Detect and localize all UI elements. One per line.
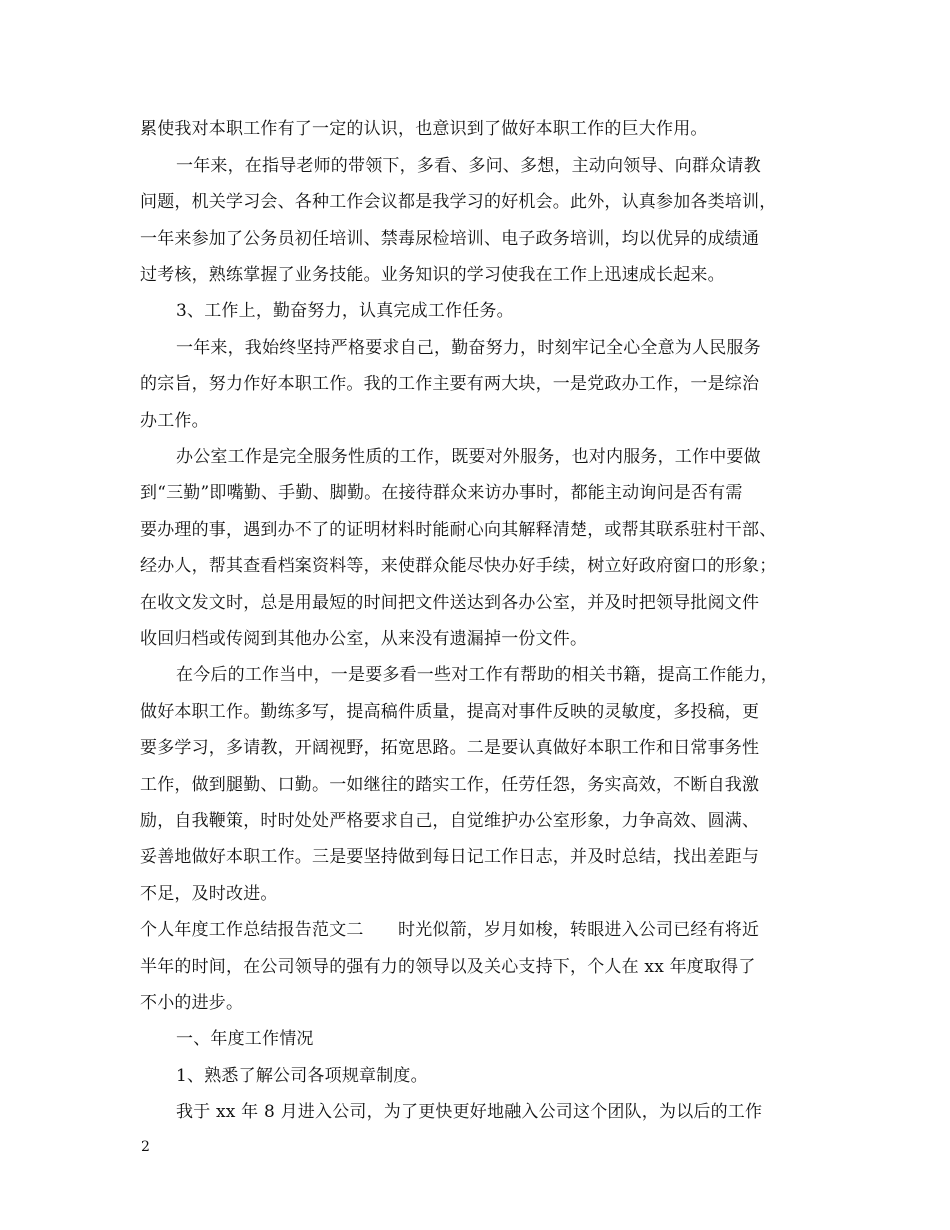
section-heading-line: 个人年度工作总结报告范文二 时光似箭，岁月如梭，转眼进入公司已经有将近 [140,920,760,940]
text-line: 一年来，在指导老师的带领下，多看、多问、多想，主动向领导、向群众请教 [176,156,761,176]
text-line: 经办人，帮其查看档案资料等，来使群众能尽快办好手续，树立好政府窗口的形象； [140,556,777,576]
text-line: 妥善地做好本职工作。三是要坚持做到每日记工作日志，并及时总结，找出差距与 [140,847,760,867]
text-line: 在今后的工作当中，一是要多看一些对工作有帮助的相关书籍，提高工作能力， [176,665,778,685]
text-line: 过考核，熟练掌握了业务技能。业务知识的学习使我在工作上迅速成长起来。 [140,265,725,285]
text-line: 半年的时间，在公司领导的强有力的领导以及关心支持下，个人在 xx 年度取得了 [140,957,756,977]
text-line: 在收文发文时，总是用最短的时间把文件送达到各办公室，并及时把领导批阅文件 [140,593,760,613]
text-line: 励，自我鞭策，时时处处严格要求自己，自觉维护办公室形象，力争高效、圆满、 [140,811,760,831]
text-line: 办工作。 [140,411,209,431]
text-line: 要办理的事，遇到办不了的证明材料时能耐心向其解释清楚，或帮其联系驻村干部、 [140,520,777,540]
text-line: 一年来，我始终坚持严格要求自己，勤奋努力，时刻牢记全心全意为人民服务 [176,338,761,358]
text-line: 不足，及时改进。 [140,884,278,904]
page-number: 2 [141,1139,150,1155]
text-line: 问题，机关学习会、各种工作会议都是我学习的好机会。此外，认真参加各类培训， [140,192,777,212]
text-line: 的宗旨，努力作好本职工作。我的工作主要有两大块，一是党政办工作，一是综治 [140,374,760,394]
text-line: 做好本职工作。勤练多写，提高稿件质量，提高对事件反映的灵敏度，多投稿，更 [140,702,760,722]
text-line: 收回归档或传阅到其他办公室，从来没有遗漏掉一份文件。 [140,629,588,649]
text-line: 不小的进步。 [140,993,244,1013]
text-line: 3、工作上，勤奋努力，认真完成工作任务。 [176,301,514,321]
text-line: 一年来参加了公务员初任培训、禁毒尿检培训、电子政务培训，均以优异的成绩通 [140,229,760,249]
text-line: 累使我对本职工作有了一定的认识，也意识到了做好本职工作的巨大作用。 [140,119,708,139]
text-line: 到“三勤”即嘴勤、手勤、脚勤。在接待群众来访办事时，都能主动询问是否有需 [140,483,743,503]
text-line: 要多学习，多请教，开阔视野，拓宽思路。二是要认真做好本职工作和日常事务性 [140,738,760,758]
text-line: 办公室工作是完全服务性质的工作，既要对外服务，也对内服务，工作中要做 [176,447,761,467]
text-line: 1、熟悉了解公司各项规章制度。 [176,1066,428,1086]
text-line: 工作，做到腿勤、口勤。一如继往的踏实工作，任劳任怨，务实高效，不断自我激 [140,775,760,795]
text-line: 一、年度工作情况 [176,1029,314,1049]
text-line: 我于 xx 年 8 月进入公司，为了更快更好地融入公司这个团队，为以后的工作 [176,1102,763,1122]
